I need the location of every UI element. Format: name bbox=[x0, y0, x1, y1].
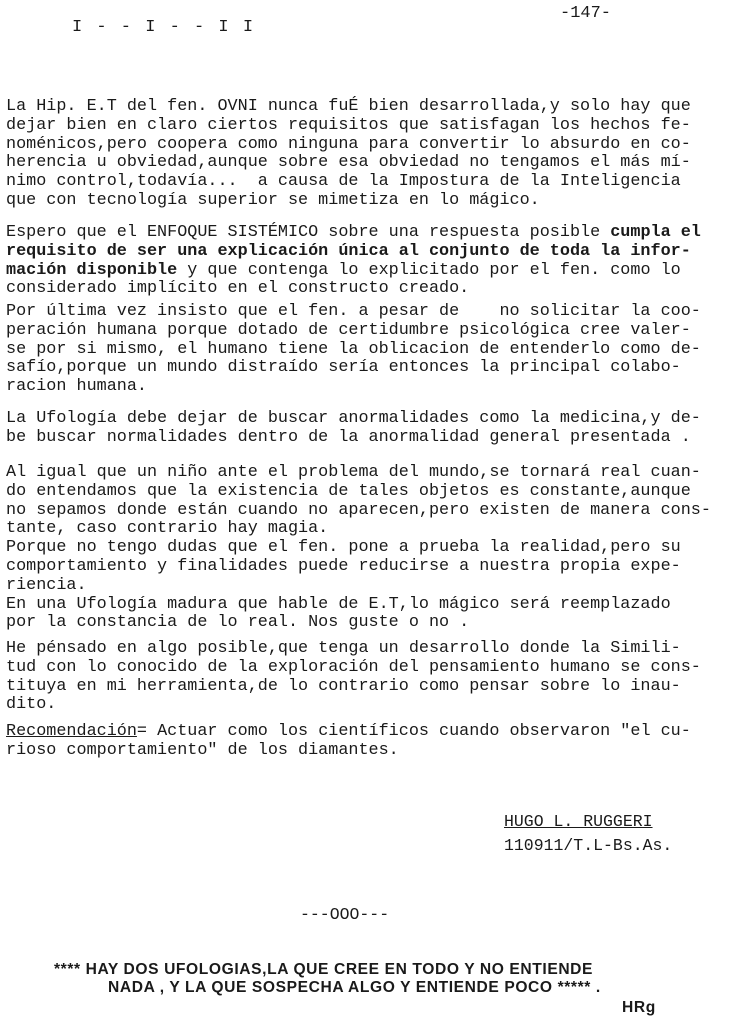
text-line bbox=[6, 224, 751, 243]
text-line: do entendamos que la existencia de tales objetos es constante,aunque bbox=[6, 481, 691, 501]
text-line: Al igual que un niño ante el problema del mundo,se tornará real cuan- bbox=[6, 463, 701, 482]
text-segment: y que contenga lo explicitado por el fen. como lo bbox=[177, 260, 681, 280]
text-line: La Ufología debe dejar de buscar anormalidades como la medicina,y de- bbox=[6, 409, 701, 428]
paragraph-3 bbox=[6, 303, 751, 397]
paragraph-1 bbox=[6, 98, 751, 211]
text-line: se por si mismo, el humano tiene la oblicacion de entenderlo como de- bbox=[6, 339, 701, 359]
text-line: herencia u obviedad,aunque sobre esa obviedad no tengamos el más mí- bbox=[6, 153, 691, 173]
text-line: En una Ufología madura que hable de E.T,lo mágico será reemplazado bbox=[6, 594, 671, 614]
text-line: que con tecnología superior se mimetiza en lo mágico. bbox=[6, 190, 540, 210]
text-line: por la constancia de lo real. Nos guste o no . bbox=[6, 613, 470, 633]
text-line: considerado implícito en el constructo creado. bbox=[6, 279, 470, 299]
text-segment: = Actuar como los científicos cuando observaron "el cu- bbox=[136, 722, 691, 741]
text-line: no sepamos donde están cuando no aparecen,pero existen de manera cons- bbox=[6, 500, 711, 520]
author-initials: HRg bbox=[622, 999, 656, 1016]
signature-code: 110911/T.L-Bs.As. bbox=[504, 836, 673, 855]
text-line bbox=[6, 262, 751, 281]
text-line: tante, caso contrario hay magia. bbox=[6, 519, 329, 539]
section-heading: I - - I - - I I bbox=[72, 18, 256, 37]
text-line: Por última vez insisto que el fen. a pesar de no solicitar la coo- bbox=[6, 302, 701, 321]
bold-line: requisito de ser una explicación única al conjunto de toda la infor- bbox=[6, 241, 691, 261]
text-line bbox=[6, 723, 751, 742]
paragraph-6 bbox=[6, 640, 751, 715]
text-line: racion humana. bbox=[6, 377, 147, 397]
text-line: safío,porque un mundo distraído sería entonces la principal colabo- bbox=[6, 358, 681, 378]
text-segment: Espero que el ENFOQUE SISTÉMICO sobre una respuesta posible bbox=[6, 223, 611, 242]
separator: ---OOO--- bbox=[300, 905, 390, 924]
text-line: dejar bien en claro ciertos requisitos que satisfagan los hechos fe- bbox=[6, 115, 691, 135]
text-line: dito. bbox=[6, 695, 57, 715]
text-line: tud con lo conocido de la exploración del pensamiento humano se cons- bbox=[6, 657, 701, 677]
text-line: peración humana porque dotado de certidumbre psicológica cree valer- bbox=[6, 320, 691, 340]
recommendation bbox=[6, 723, 751, 761]
bold-segment: mación disponible bbox=[6, 260, 178, 280]
text-line: La Hip. E.T del fen. OVNI nunca fuÉ bien desarrollada,y solo hay que bbox=[6, 97, 691, 116]
bold-segment: cumpla el bbox=[610, 223, 701, 242]
recommendation-label: Recomendación bbox=[6, 722, 137, 741]
text-line: rioso comportamiento" de los diamantes. bbox=[6, 740, 399, 760]
page-number: -147- bbox=[560, 4, 612, 23]
signature-name: HUGO L. RUGGERI bbox=[504, 812, 653, 831]
paragraph-4 bbox=[6, 410, 751, 448]
text-line: comportamiento y finalidades puede reducirse a nuestra propia expe- bbox=[6, 556, 681, 576]
paragraph-2 bbox=[6, 224, 751, 299]
closing-quote-line-2: NADA , Y LA QUE SOSPECHA ALGO Y ENTIENDE POCO ***** . bbox=[108, 979, 601, 996]
paragraph-5 bbox=[6, 464, 751, 633]
closing-quote-line-1: **** HAY DOS UFOLOGIAS,LA QUE CREE EN TODO Y NO ENTIENDE bbox=[54, 961, 594, 978]
text-line: noménicos,pero coopera como ninguna para convertir lo absurdo en co- bbox=[6, 134, 691, 154]
text-line: be buscar normalidades dentro de la anormalidad general presentada . bbox=[6, 427, 691, 447]
text-line: riencia. bbox=[6, 575, 87, 595]
text-line: tituya en mi herramienta,de lo contrario como pensar sobre lo inau- bbox=[6, 676, 681, 696]
text-line: nimo control,todavía... a causa de la Impostura de la Inteligencia bbox=[6, 172, 681, 192]
text-line: Porque no tengo dudas que el fen. pone a prueba la realidad,pero su bbox=[6, 538, 681, 558]
text-line: He pénsado en algo posible,que tenga un desarrollo donde la Simili- bbox=[6, 639, 681, 658]
